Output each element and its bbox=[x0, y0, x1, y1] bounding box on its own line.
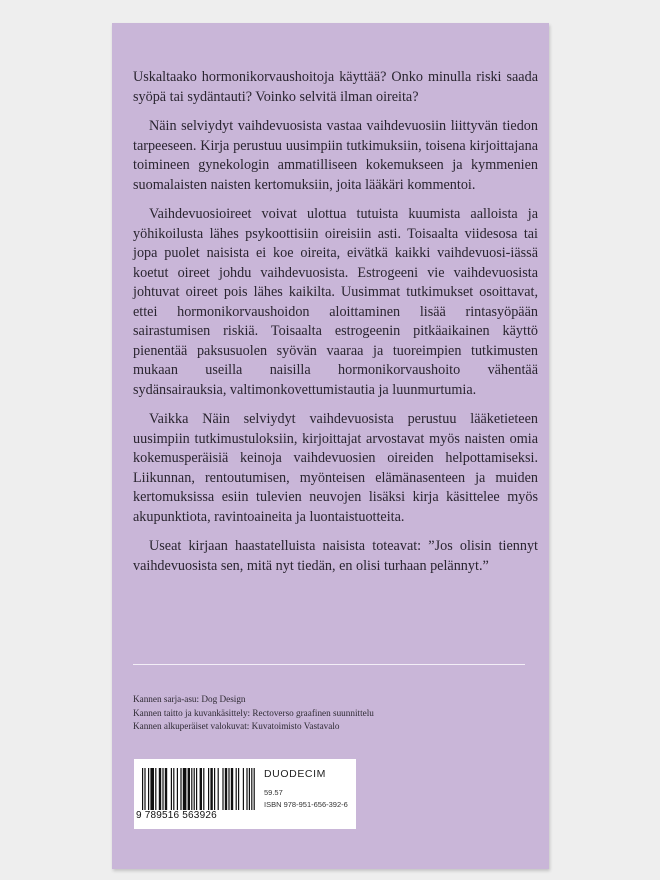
barcode-icon bbox=[140, 768, 258, 814]
credit-series-design: Kannen sarja-asu: Dog Design bbox=[133, 694, 246, 704]
blurb-paragraph-3: Vaihdevuosioireet voivat ulottua tutuista kuumista aalloista ja yöhikoilusta lähes psykoottisiin oireisiin asti. Toisaalta viidesosa tai jopa puolet naisista ei koe oireita, eivätkä kaikki vaihdevuosi-iässä koetut oireet johdu vaihdevuosista. Estrogeeni vie vaihdevuosista johtuvat oireet pois lähes kaikilta. Uusimmat tutkimukset osoittavat, ettei hormonikorvaushoidon aloittaminen lisää rintasyöpään sairastumisen riskiä. Toisaalta estrogeenin pitkäaikainen käyttö pienentää paksusuolen syövän vaaraa ja tuoreimpien tutkimusten mukaan useilla naisilla hormonikorvaushoito vähentää sydänsairauksia, valtimonkovettumistautia ja luunmurtumia. bbox=[133, 206, 538, 398]
cover-credits bbox=[133, 693, 533, 734]
credit-photos: Kannen alkuperäiset valokuvat: Kuvatoimisto Vastavalo bbox=[133, 721, 340, 731]
book-back-cover bbox=[112, 23, 549, 869]
blurb-paragraph-4: Vaikka Näin selviydyt vaihdevuosista perustuu lääketieteen uusimpiin tutkimustuloksiin, kirjoittajat arvostavat myös naisten omia kokemusperäisiä keinoja vaihdevuosien oireiden helpottamiseksi. Liikunnan, rentoutumisen, myönteisen elämänasenteen ja muiden kertomuksissa esiin tulevien neuvojen lisäksi kirja käsittelee myös akupunktiota, ravintoaineita ja luontaistuotteita. bbox=[133, 411, 538, 525]
blurb-paragraph-2: Näin selviydyt vaihdevuosista vastaa vaihdevuosiin liittyvän tiedon tarpeeseen. Kirja perustuu uusimpiin tutkimuksiin, toisena kirjoittajana toimineen gynekologin ammatilliseen kokemukseen ja kymmenien suomalaisten naisten kertomuksiin, joita lääkäri kommentoi. bbox=[133, 118, 538, 193]
divider-line bbox=[133, 664, 525, 665]
isbn-number: ISBN 978-951-656-392-6 bbox=[264, 800, 348, 809]
classification-code: 59.57 bbox=[264, 788, 283, 797]
blurb-text bbox=[133, 68, 538, 586]
blurb-paragraph-1: Uskaltaako hormonikorvaushoitoja käyttää? Onko minulla riski saada syöpä tai sydäntauti? Voinko selvitä ilman oireita? bbox=[133, 69, 538, 105]
credit-layout: Kannen taitto ja kuvankäsittely: Rectoverso graafinen suunnittelu bbox=[133, 707, 374, 718]
barcode-label bbox=[134, 759, 356, 829]
blurb-paragraph-5: Useat kirjaan haastatelluista naisista toteavat: ”Jos olisin tiennyt vaihdevuosista sen, mitä nyt tiedän, en olisi turhaan pelännyt.” bbox=[133, 538, 538, 574]
barcode-number: 9 789516 563926 bbox=[136, 810, 260, 821]
publisher-name: DUODECIM bbox=[264, 768, 326, 780]
